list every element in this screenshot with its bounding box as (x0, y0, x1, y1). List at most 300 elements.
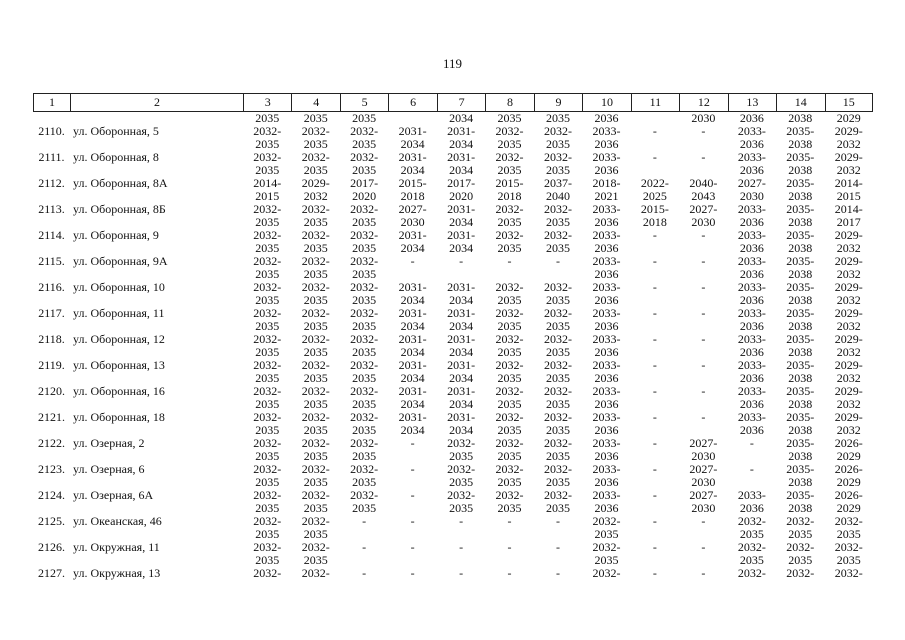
year-cell (825, 307, 873, 333)
year-start: 2032- (253, 306, 282, 320)
year-start: 2032- (253, 228, 282, 242)
address-cell: ул. Оборонная, 8 (73, 150, 159, 164)
year-start: - (701, 306, 706, 320)
year-cell (243, 411, 291, 437)
year-cell: 2036 (739, 111, 764, 125)
address-cell: ул. Оборонная, 9А (73, 254, 168, 268)
year-start: 2032- (253, 358, 282, 372)
year-start: 2032- (301, 254, 330, 268)
year-cell (437, 515, 485, 541)
year-end: 2035 (545, 215, 570, 229)
column-header: 1 (33, 93, 70, 112)
year-start: 2032- (350, 202, 379, 216)
year-start: - (652, 280, 657, 294)
year-end: 2035 (303, 449, 328, 463)
year-start: 2032- (350, 228, 379, 242)
year-start: - (362, 540, 367, 554)
year-cell (340, 125, 388, 151)
year-start: - (652, 124, 657, 138)
year-start: 2032- (301, 436, 330, 450)
year-cell (776, 463, 824, 489)
year-cell (582, 281, 630, 307)
year-cell (776, 307, 824, 333)
year-start: - (652, 436, 657, 450)
year-end: 2038 (788, 423, 813, 437)
year-start: 2026- (834, 462, 863, 476)
year-start: 2027- (689, 488, 718, 502)
year-cell (340, 229, 388, 255)
year-cell (437, 489, 485, 515)
year-end: 2036 (739, 319, 764, 333)
column-header: 14 (776, 93, 824, 112)
year-cell (243, 281, 291, 307)
year-end: 2035 (352, 449, 377, 463)
year-end: 2035 (497, 137, 522, 151)
page-number: 119 (442, 56, 463, 71)
year-end: 2036 (594, 345, 619, 359)
year-cell (485, 437, 533, 463)
year-cell (243, 567, 291, 593)
year-end: 2035 (303, 215, 328, 229)
year-end: 2040 (545, 189, 570, 203)
year-start: - (701, 280, 706, 294)
year-cell (582, 333, 630, 359)
year-start: 2035- (786, 436, 815, 450)
address-cell: ул. Оборонная, 10 (73, 280, 165, 294)
year-start: 2027- (737, 176, 766, 190)
address-cell: ул. Оборонная, 5 (73, 124, 159, 138)
year-start: 2032- (447, 436, 476, 450)
year-cell (534, 463, 582, 489)
year-start: - (652, 254, 657, 268)
year-start: 2032- (301, 358, 330, 372)
year-cell (776, 385, 824, 411)
year-end: 2038 (788, 475, 813, 489)
year-start: 2032- (543, 436, 572, 450)
year-cell (728, 151, 776, 177)
year-cell (485, 203, 533, 229)
year-start: 2029- (301, 176, 330, 190)
year-start: 2033- (592, 384, 621, 398)
year-start: 2032- (301, 410, 330, 424)
year-end: 2038 (788, 397, 813, 411)
year-start: 2032- (350, 384, 379, 398)
year-end: 2035 (545, 371, 570, 385)
row-number-cell: 2111. (38, 150, 65, 164)
year-start: 2032- (253, 462, 282, 476)
table-row (33, 333, 873, 359)
year-cell (631, 463, 679, 489)
year-end: 2034 (449, 397, 474, 411)
year-cell (485, 229, 533, 255)
table-row (33, 125, 873, 151)
year-start: - (362, 566, 367, 580)
year-start: 2032- (737, 514, 766, 528)
year-start: 2032- (495, 410, 524, 424)
year-cell (388, 567, 436, 593)
year-end: 2035 (352, 215, 377, 229)
year-cell: 2035 (352, 111, 377, 125)
year-start: 2032- (786, 540, 815, 554)
year-cell (340, 515, 388, 541)
year-start: 2033- (737, 488, 766, 502)
year-cell (582, 411, 630, 437)
year-cell (582, 177, 630, 203)
column-header: 9 (534, 93, 582, 112)
year-cell (631, 177, 679, 203)
year-end: 2035 (352, 267, 377, 281)
year-cell (679, 203, 727, 229)
year-cell (485, 177, 533, 203)
year-end: 2035 (497, 423, 522, 437)
year-cell (825, 489, 873, 515)
year-end: 2036 (739, 241, 764, 255)
year-cell (534, 567, 582, 593)
year-start: 2032- (543, 332, 572, 346)
year-cell (728, 229, 776, 255)
year-cell (679, 177, 727, 203)
year-end: 2038 (788, 293, 813, 307)
year-end: 2035 (303, 553, 328, 567)
year-start: 2031- (447, 150, 476, 164)
year-start: 2033- (737, 332, 766, 346)
year-start: - (410, 514, 415, 528)
year-cell: 2034 (449, 111, 474, 125)
address-cell: ул. Оборонная, 13 (73, 358, 165, 372)
year-cell (340, 307, 388, 333)
year-end (728, 580, 776, 593)
year-end: 2021 (594, 189, 619, 203)
year-start: 2032- (253, 488, 282, 502)
year-end: 2036 (739, 215, 764, 229)
year-cell (340, 255, 388, 281)
table-header-row (33, 93, 873, 112)
year-end: 2030 (691, 475, 716, 489)
year-end: 2035 (303, 319, 328, 333)
row-number-cell: 2113. (38, 202, 65, 216)
year-end: 2035 (255, 319, 280, 333)
year-start: 2033- (592, 358, 621, 372)
year-cell (485, 541, 533, 567)
row-number-cell: 2124. (38, 488, 65, 502)
year-cell (582, 541, 630, 567)
year-start: 2018- (592, 176, 621, 190)
year-start: 2032- (543, 462, 572, 476)
year-end: 2035 (303, 137, 328, 151)
year-start: 2032- (834, 540, 863, 554)
year-start: 2040- (689, 176, 718, 190)
year-start: - (459, 540, 464, 554)
year-end: 2034 (449, 163, 474, 177)
year-start: 2035- (786, 150, 815, 164)
year-start: 2029- (834, 332, 863, 346)
year-cell: 2035 (545, 111, 570, 125)
year-cell (388, 515, 436, 541)
year-end (825, 580, 873, 593)
year-start: 2031- (398, 124, 427, 138)
year-start: 2032- (350, 306, 379, 320)
year-cell: 2036 (594, 111, 619, 125)
year-start: 2035- (786, 358, 815, 372)
row-number-cell: 2125. (38, 514, 65, 528)
year-cell (776, 489, 824, 515)
year-end: 2035 (303, 241, 328, 255)
year-cell (291, 281, 339, 307)
year-cell (243, 437, 291, 463)
year-cell (679, 437, 727, 463)
year-end: 2035 (303, 423, 328, 437)
row-number-cell: 2122. (38, 436, 65, 450)
year-start: 2032- (350, 124, 379, 138)
year-cell (825, 359, 873, 385)
year-start: 2029- (834, 410, 863, 424)
year-cell (776, 515, 824, 541)
year-end: 2034 (400, 163, 425, 177)
year-cell (776, 437, 824, 463)
year-end: 2035 (739, 553, 764, 567)
year-end: 2020 (449, 189, 474, 203)
year-cell (679, 151, 727, 177)
year-cell (437, 125, 485, 151)
year-cell (534, 359, 582, 385)
year-cell (776, 567, 824, 593)
year-cell (776, 151, 824, 177)
year-start: 2032- (253, 150, 282, 164)
year-end: 2036 (594, 319, 619, 333)
year-start: 2031- (447, 306, 476, 320)
year-start: - (749, 436, 754, 450)
year-start: 2032- (543, 228, 572, 242)
year-start: 2035- (786, 410, 815, 424)
year-end: 2018 (497, 189, 522, 203)
year-start: - (459, 514, 464, 528)
year-cell (582, 229, 630, 255)
year-end (437, 580, 485, 593)
year-start: 2033- (592, 254, 621, 268)
year-start: 2032- (253, 124, 282, 138)
address-cell: ул. Озерная, 6А (73, 488, 154, 502)
year-start: 2033- (592, 462, 621, 476)
year-start: 2032- (301, 124, 330, 138)
year-start: 2037- (543, 176, 572, 190)
year-cell (388, 255, 436, 281)
year-start: - (459, 566, 464, 580)
year-end: 2035 (255, 345, 280, 359)
row-number-cell: 2114. (38, 228, 65, 242)
year-cell (728, 333, 776, 359)
row-number-cell: 2127. (38, 566, 65, 580)
year-end: 2034 (449, 137, 474, 151)
year-end: 2035 (545, 345, 570, 359)
year-start: 2017- (447, 176, 476, 190)
column-header: 12 (679, 93, 727, 112)
year-cell (437, 151, 485, 177)
year-cell (243, 515, 291, 541)
year-cell (582, 203, 630, 229)
year-cell (728, 203, 776, 229)
year-cell (534, 125, 582, 151)
year-end: 2035 (352, 345, 377, 359)
year-start: 2033- (592, 202, 621, 216)
year-end: 2032 (836, 137, 861, 151)
year-start: - (652, 150, 657, 164)
year-end: 2036 (739, 345, 764, 359)
year-start: 2032- (253, 332, 282, 346)
year-end: 2034 (449, 345, 474, 359)
address-cell: ул. Окружная, 13 (73, 566, 161, 580)
year-cell (825, 515, 873, 541)
year-cell (243, 125, 291, 151)
row-number-cell: 2115. (38, 254, 65, 268)
year-cell (291, 229, 339, 255)
year-start: 2032- (543, 384, 572, 398)
year-start: 2032- (350, 488, 379, 502)
year-cell (291, 177, 339, 203)
year-end: 2035 (255, 215, 280, 229)
year-start: 2031- (398, 410, 427, 424)
year-cell (291, 489, 339, 515)
year-cell (388, 281, 436, 307)
year-end: 2032 (836, 241, 861, 255)
year-end: 2032 (303, 189, 328, 203)
year-start: 2029- (834, 384, 863, 398)
year-end: 2035 (352, 163, 377, 177)
year-start: - (701, 540, 706, 554)
year-end: 2035 (497, 163, 522, 177)
year-start: 2033- (592, 488, 621, 502)
column-header: 11 (631, 93, 679, 112)
year-start: - (701, 150, 706, 164)
year-end: 2036 (594, 423, 619, 437)
year-end: 2035 (836, 553, 861, 567)
year-start: 2033- (592, 306, 621, 320)
year-end: 2035 (352, 423, 377, 437)
column-header: 6 (388, 93, 436, 112)
year-end: 2036 (739, 423, 764, 437)
year-cell (825, 463, 873, 489)
year-start: - (410, 540, 415, 554)
year-start: 2032- (495, 280, 524, 294)
year-cell (776, 411, 824, 437)
year-start: - (652, 488, 657, 502)
year-start: - (507, 566, 512, 580)
year-start: - (555, 254, 560, 268)
year-start: - (507, 540, 512, 554)
year-cell (437, 463, 485, 489)
year-start: - (652, 462, 657, 476)
year-end: 2035 (255, 163, 280, 177)
year-end (243, 580, 291, 593)
year-end: 2038 (788, 241, 813, 255)
year-end (485, 580, 533, 593)
year-start: 2026- (834, 436, 863, 450)
year-end: 2035 (497, 215, 522, 229)
year-start: 2032- (495, 462, 524, 476)
year-start: 2015- (640, 202, 669, 216)
year-start: 2032- (301, 280, 330, 294)
year-end (291, 580, 339, 593)
year-cell (728, 359, 776, 385)
year-end: 2035 (497, 397, 522, 411)
year-cell (437, 281, 485, 307)
column-header: 3 (243, 93, 291, 112)
year-end: 2030 (400, 215, 425, 229)
year-end: 2036 (739, 293, 764, 307)
year-start: 2032- (253, 566, 282, 580)
schedule-table (33, 93, 873, 593)
year-start: - (652, 358, 657, 372)
year-start: 2015- (495, 176, 524, 190)
year-start: 2032- (737, 540, 766, 554)
year-cell (388, 437, 436, 463)
year-end: 2035 (497, 293, 522, 307)
year-cell (631, 541, 679, 567)
year-start: 2033- (737, 384, 766, 398)
year-start: 2033- (737, 124, 766, 138)
year-cell (825, 281, 873, 307)
year-start: 2033- (737, 410, 766, 424)
year-end: 2034 (400, 423, 425, 437)
year-cell (825, 411, 873, 437)
table-row (33, 255, 873, 281)
year-start: 2031- (398, 228, 427, 242)
year-start: 2032- (543, 150, 572, 164)
year-end: 2035 (303, 345, 328, 359)
year-end: 2032 (836, 345, 861, 359)
year-start: - (652, 332, 657, 346)
year-cell (631, 281, 679, 307)
address-cell: ул. Оборонная, 12 (73, 332, 165, 346)
year-cell (728, 463, 776, 489)
year-start: 2032- (301, 332, 330, 346)
year-cell (437, 203, 485, 229)
year-start: 2032- (786, 514, 815, 528)
year-end: 2035 (303, 293, 328, 307)
year-cell (728, 411, 776, 437)
year-start: 2035- (786, 462, 815, 476)
year-end: 2035 (545, 397, 570, 411)
year-end: 2029 (836, 501, 861, 515)
year-cell (825, 385, 873, 411)
year-start: - (555, 514, 560, 528)
year-end: 2034 (400, 397, 425, 411)
year-end: 2035 (255, 501, 280, 515)
year-cell (728, 307, 776, 333)
year-end: 2035 (352, 371, 377, 385)
year-cell (485, 151, 533, 177)
row-number-cell: 2118. (38, 332, 65, 346)
year-cell (243, 307, 291, 333)
year-start: 2032- (786, 566, 815, 580)
year-cell (437, 359, 485, 385)
year-cell (388, 411, 436, 437)
year-cell: 2035 (497, 111, 522, 125)
row-number-cell: 2126. (38, 540, 65, 554)
year-end: 2035 (352, 319, 377, 333)
year-start: 2032- (253, 202, 282, 216)
year-cell (728, 385, 776, 411)
year-end: 2035 (352, 475, 377, 489)
year-cell (388, 463, 436, 489)
table-row (33, 359, 873, 385)
year-start: 2032- (495, 332, 524, 346)
year-cell (243, 359, 291, 385)
address-cell: ул. Океанская, 46 (73, 514, 162, 528)
year-start: 2031- (447, 280, 476, 294)
year-cell (679, 489, 727, 515)
year-cell (437, 567, 485, 593)
year-end: 2038 (788, 163, 813, 177)
